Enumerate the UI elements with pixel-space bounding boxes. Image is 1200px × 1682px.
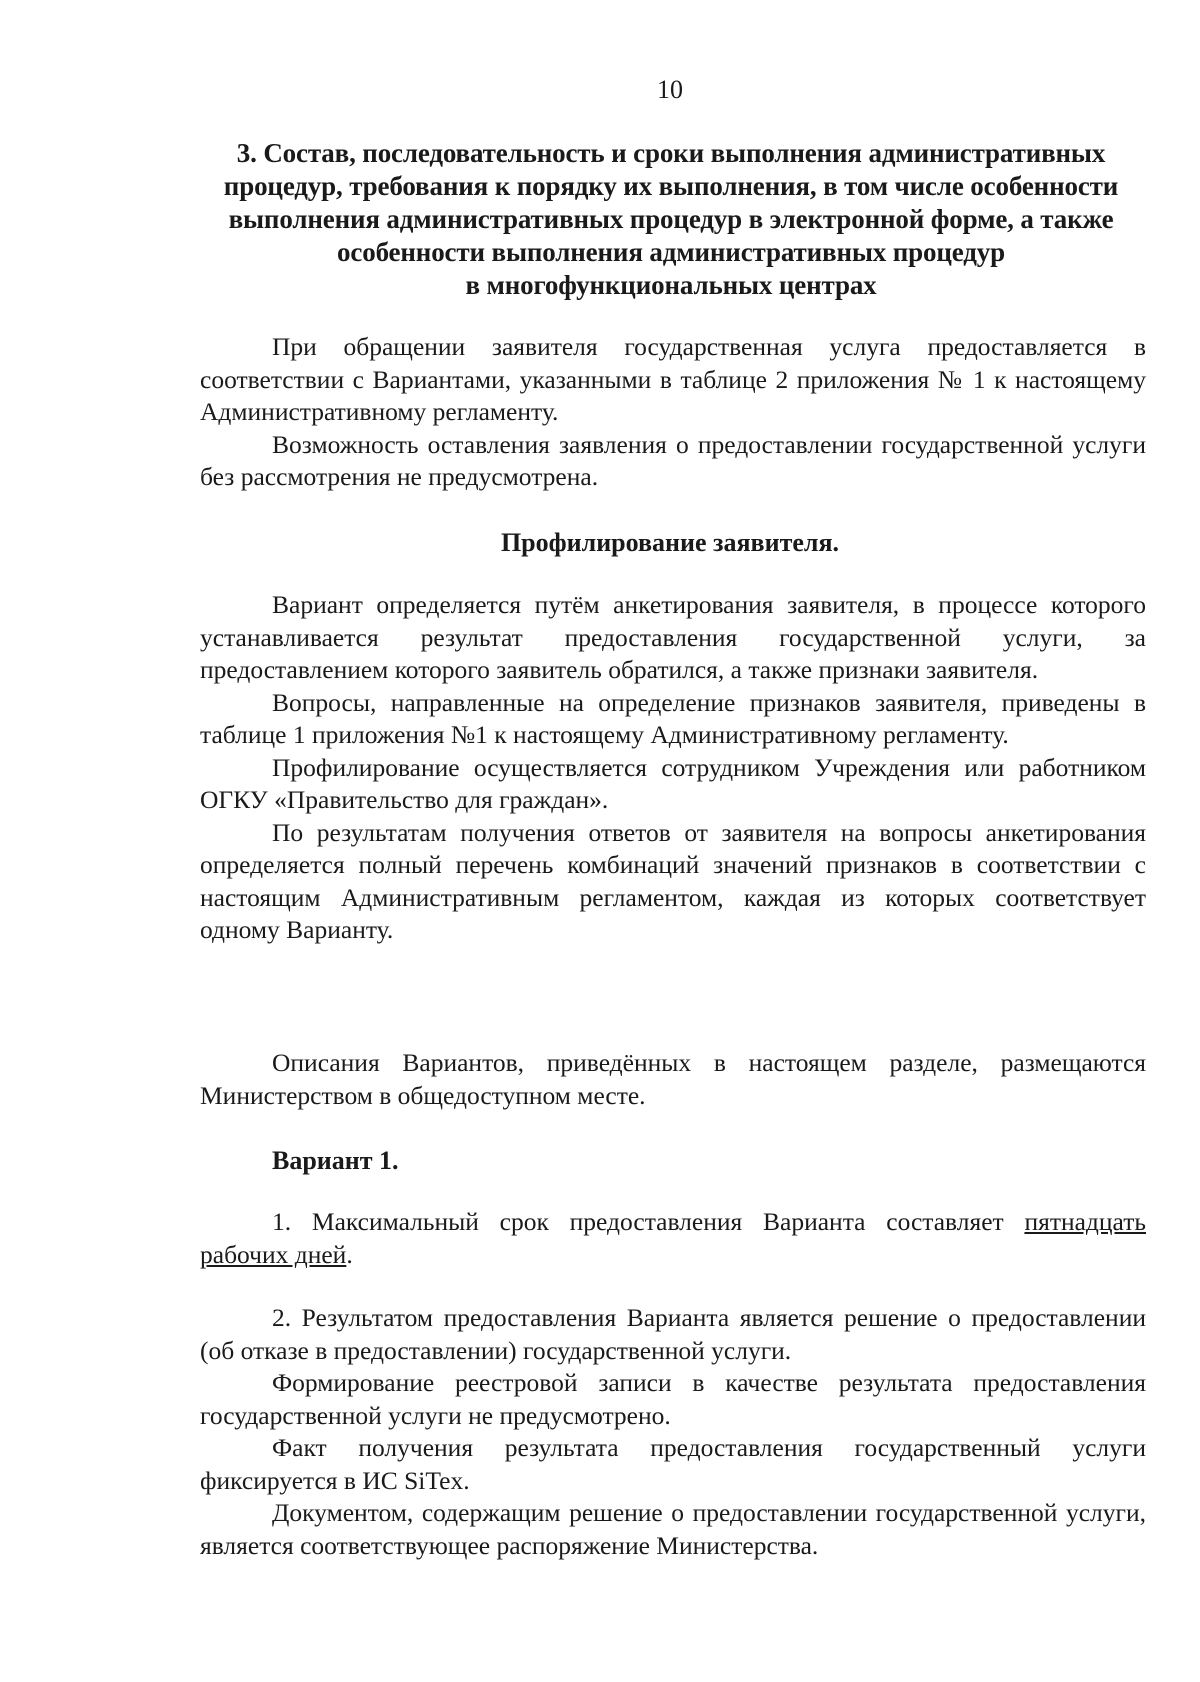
variant-1-fact-paragraph: Факт получения результата предоставления государственный услуги фиксируется в ИС SiTex. [200, 1433, 1146, 1495]
variant-1-heading: Вариант 1. [272, 1146, 399, 1175]
profiling-heading: Профилирование заявителя. [500, 528, 840, 557]
variant-1-registry-paragraph: Формирование реестровой записи в качестве результата предоставления государственной услуги не предусмотрено. [200, 1368, 1146, 1430]
section-heading-line: выполнения административных процедур в электронной форме, а также [228, 204, 1114, 234]
intro-paragraph: Возможность оставления заявления о предоставлении государственной услуги без рассмотрения не предусмотрена. [200, 429, 1146, 491]
variant-1-item-2-block [200, 1302, 1146, 1562]
section-heading-line: в многофункциональных центрах [465, 270, 877, 300]
profiling-paragraph: Вариант определяется путём анкетирования заявителя, в процессе которого устанавливается результат предоставления государственной услуги, за предоставлением которого заявитель обратился, а также признаки заявителя. [200, 590, 1146, 684]
descriptions-paragraph: Описания Вариантов, приведённых в настоящем разделе, размещаются Министерством в общедоступном месте. [200, 1048, 1146, 1110]
variant-1-item-1 [200, 1206, 1146, 1271]
section-heading-line: процедур, требования к порядку их выполнения, в том числе особенности [223, 171, 1119, 201]
section-heading-line: 3. Состав, последовательность и сроки выполнения административных [236, 138, 1106, 168]
intro-block [200, 331, 1146, 494]
variant-1-term: пятнадцать рабочих дней [200, 1207, 1146, 1269]
intro-paragraph: При обращении заявителя государственная услуга предоставляется в соответствии с Вариантами, указанными в таблице 2 приложения № 1 к настоящему Административному регламенту. [200, 332, 1146, 426]
variant-1-item-1-end: . [346, 1239, 353, 1269]
variant-1-item-2: 2. Результатом предоставления Варианта является решение о предоставлении (об отказе в предоставлении) государственной услуги. [200, 1303, 1146, 1365]
profiling-paragraph: По результатам получения ответов от заявителя на вопросы анкетирования определяется полный перечень комбинаций значений признаков в соответствии с настоящим Административным регламентом, каждая из которых соответствует одному Варианту. [200, 817, 1146, 944]
page-number: 10 [657, 75, 683, 104]
profiling-paragraph: Профилирование осуществляется сотрудником Учреждения или работником ОГКУ «Правительство для граждан». [200, 752, 1146, 814]
variant-1-item-1-line: 1. Максимальный срок предоставления Варианта составляет [272, 1207, 1004, 1236]
profiling-paragraph: Вопросы, направленные на определение признаков заявителя, приведены в таблице 1 приложения №1 к настоящему Административному регламенту. [200, 687, 1146, 749]
section-heading-line: особенности выполнения административных процедур [337, 237, 1005, 267]
profiling-block [200, 589, 1146, 947]
variant-1-item-1-text [200, 1206, 1146, 1271]
descriptions-block [200, 1047, 1146, 1112]
section-heading [196, 137, 1146, 302]
variant-1-document-paragraph: Документом, содержащим решение о предоставлении государственной услуги, является соответствующее распоряжение Министерства. [200, 1498, 1146, 1560]
